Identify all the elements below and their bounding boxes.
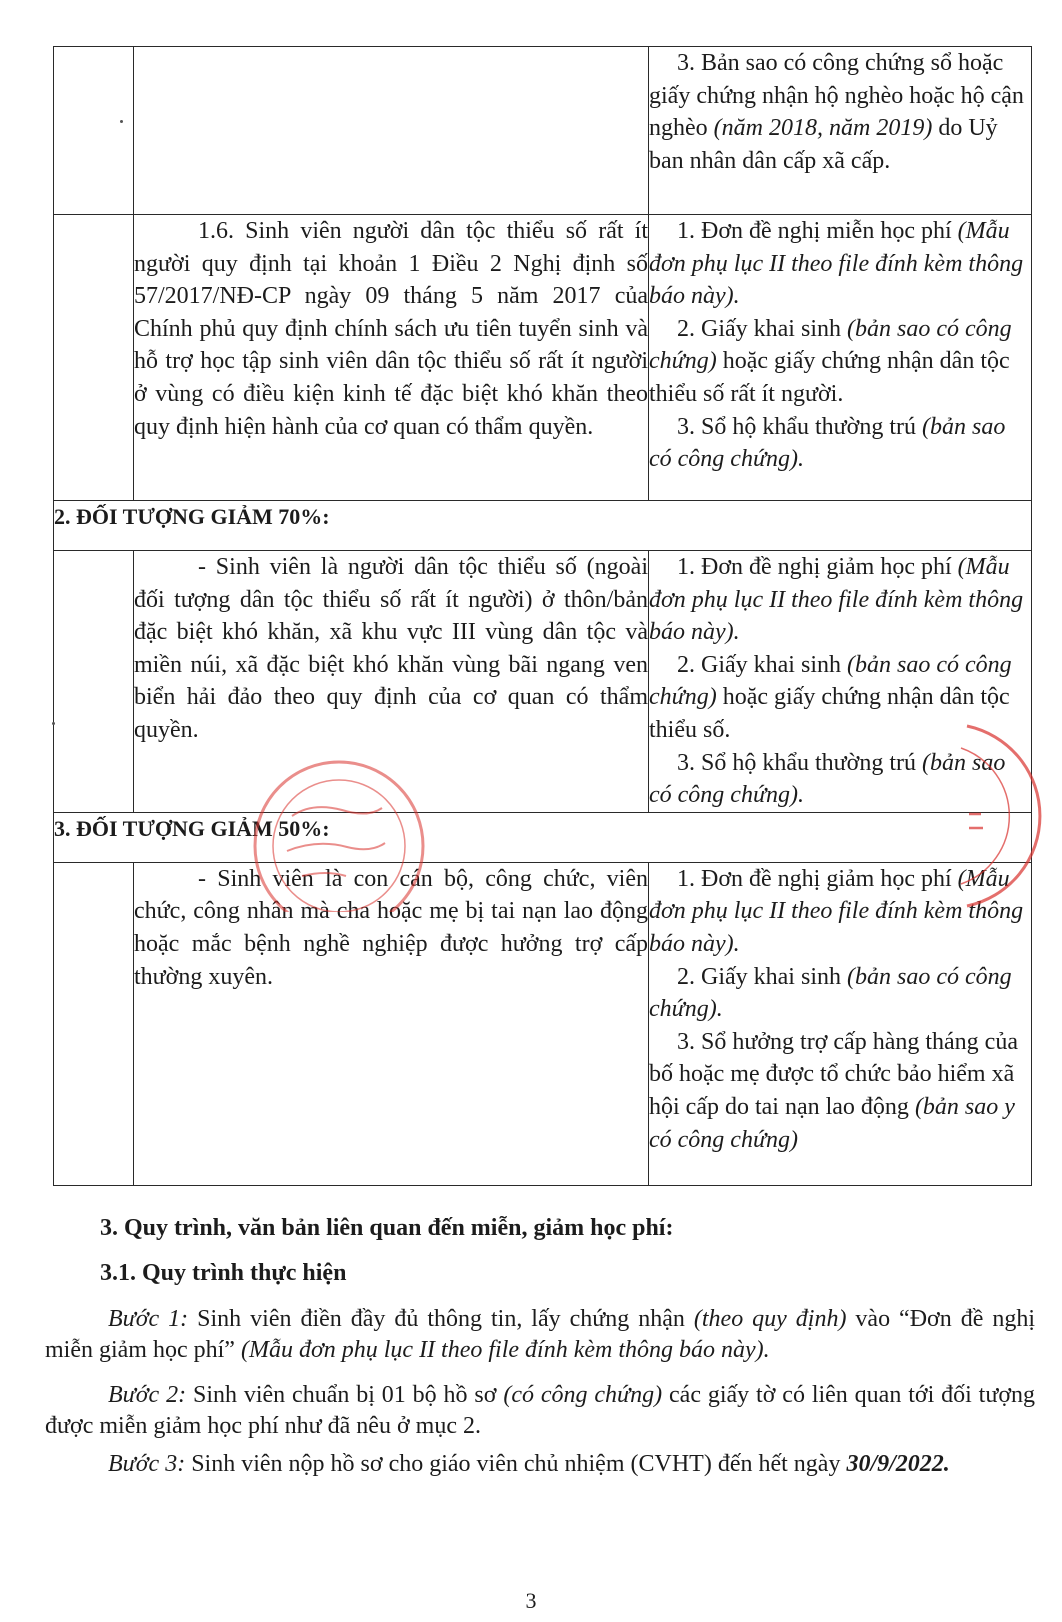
table-row: [54, 862, 1032, 1185]
table-cell-documents: [649, 551, 1032, 813]
section-heading-70: 2. ĐỐI TƯỢNG GIẢM 70%:: [54, 501, 1032, 551]
document-item-1: 1. Đơn đề nghị miễn học phí (Mẫu đơn phụ lục II theo file đính kèm thông báo này).: [649, 218, 1024, 310]
step-label: Bước 2:: [108, 1382, 187, 1408]
step-label: Bước 3:: [108, 1451, 186, 1477]
table-cell-index: [54, 47, 134, 215]
document-item-1: 1. Đơn đề nghị giảm học phí (Mẫu đơn phụ lục II theo file đính kèm thông báo này).: [649, 554, 1024, 646]
table-cell-description: [134, 862, 649, 1185]
document-item-1: 1. Đơn đề nghị giảm học phí (Mẫu đơn phụ lục II theo file đính kèm thông báo này).: [649, 865, 1024, 957]
document-item-2: 2. Giấy khai sinh (bản sao có công chứng) hoặc giấy chứng nhận dân tộc thiểu số.: [649, 651, 1012, 743]
beneficiary-description: 1.6. Sinh viên người dân tộc thiểu số rất ít người quy định tại khoản 1 Điều 2 Nghị định số 57/2017/NĐ-CP ngày 09 tháng 5 năm 2017 của Chính phủ quy định chính sách ưu tiên tuyển sinh và hỗ trợ học tập sinh viên dân tộc thiểu số rất ít người ở vùng có điều kiện kinh tế đặc biệt khó khăn theo quy định hiện hành của cơ quan có thẩm quyền.: [134, 218, 648, 440]
heading-procedure: 3. Quy trình, văn bản liên quan đến miễn, giảm học phí:: [100, 1215, 674, 1241]
step-label: Bước 1:: [108, 1306, 189, 1332]
benefit-table: [53, 46, 1032, 1186]
heading-procedure-steps: 3.1. Quy trình thực hiện: [100, 1260, 347, 1286]
section-row: [54, 501, 1032, 551]
beneficiary-description: - Sinh viên là con cán bộ, công chức, viên chức, công nhân mà cha hoặc mẹ bị tai nạn lao động hoặc mắc bệnh nghề nghiệp được hưởng trợ cấp thường xuyên.: [134, 865, 648, 990]
table-row: [54, 551, 1032, 813]
document-item-3: 3. Bản sao có công chứng sổ hoặc giấy chứng nhận hộ nghèo hoặc hộ cận nghèo (năm 2018, năm 2019) do Uỷ ban nhân dân cấp xã cấp.: [649, 50, 1024, 174]
document-item-3: 3. Sổ hưởng trợ cấp hàng tháng của bố hoặc mẹ được tổ chức bảo hiểm xã hội cấp do tai nạn lao động (bản sao y có công chứng): [649, 1028, 1018, 1153]
section-row: [54, 812, 1032, 862]
table-cell-index: [54, 862, 134, 1185]
table-row: [54, 47, 1032, 215]
table-row: [54, 215, 1032, 501]
step-2-paragraph: Bước 2: Sinh viên chuẩn bị 01 bộ hồ sơ (có công chứng) các giấy tờ có liên quan tới đối tượng được miễn giảm học phí như đã nêu ở mục 2.: [45, 1382, 1036, 1439]
section-3-block: [100, 1213, 1034, 1244]
step-1-paragraph: Bước 1: Sinh viên điền đầy đủ thông tin, lấy chứng nhận (theo quy định) vào “Đơn đề nghị miễn giảm học phí” (Mẫu đơn phụ lục II theo file đính kèm thông báo này).: [45, 1306, 1036, 1363]
beneficiary-description: - Sinh viên là người dân tộc thiểu số (ngoài đối tượng dân tộc thiểu số rất ít người) ở thôn/bản đặc biệt khó khăn, xã khu vực III vùng dân tộc và miền núi, xã đặc biệt khó khăn vùng bãi ngang ven biển hải đảo theo quy định của cơ quan có thẩm quyền.: [134, 554, 648, 743]
table-cell-description: [134, 551, 649, 813]
document-item-2: 2. Giấy khai sinh (bản sao có công chứng) hoặc giấy chứng nhận dân tộc thiểu số rất ít người.: [649, 315, 1012, 407]
table-cell-documents: [649, 862, 1032, 1185]
document-item-3: 3. Sổ hộ khẩu thường trú (bản sao có công chứng).: [649, 749, 1006, 809]
section-3-1-block: [100, 1258, 1034, 1289]
table-cell-documents: [649, 215, 1032, 501]
table-cell-documents: [649, 47, 1032, 215]
document-item-3: 3. Sổ hộ khẩu thường trú (bản sao có công chứng).: [649, 413, 1006, 473]
table-cell-description: [134, 215, 649, 501]
page-number: 3: [525, 1588, 537, 1613]
scan-speck: [52, 722, 55, 725]
table-cell-description: [134, 47, 649, 215]
table-cell-index: [54, 215, 134, 501]
section-heading-50: 3. ĐỐI TƯỢNG GIẢM 50%:: [54, 812, 1032, 862]
step-3-paragraph: Bước 3: Sinh viên nộp hồ sơ cho giáo viên chủ nhiệm (CVHT) đến hết ngày 30/9/2022.: [108, 1451, 950, 1477]
document-item-2: 2. Giấy khai sinh (bản sao có công chứng).: [649, 963, 1012, 1023]
scan-speck: [120, 120, 123, 123]
table-cell-index: [54, 551, 134, 813]
